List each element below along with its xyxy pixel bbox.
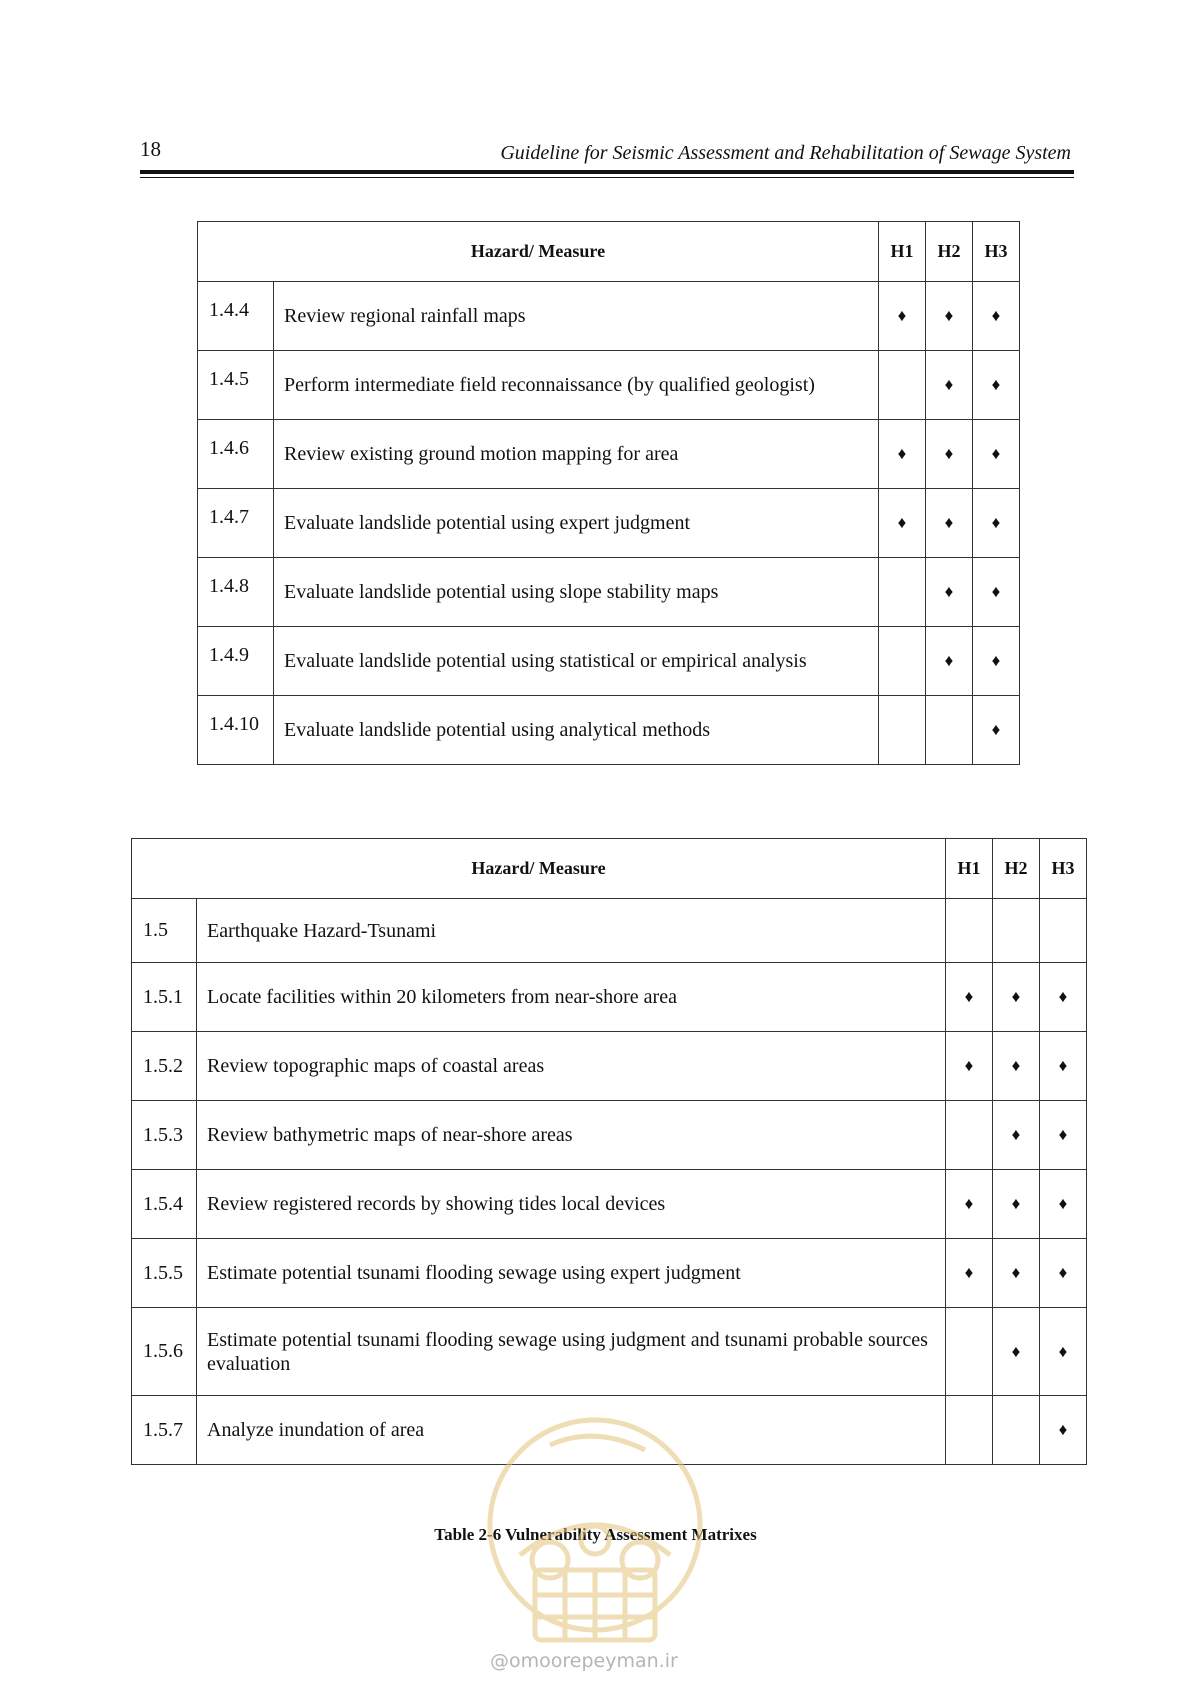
row-measure: Evaluate landslide potential using analytical methods	[274, 696, 879, 765]
h2-mark: ♦	[993, 1170, 1040, 1239]
table-header-row	[198, 222, 1020, 282]
header-h1: H1	[879, 222, 926, 282]
h2-mark: ♦	[926, 351, 973, 420]
header-h3: H3	[1040, 839, 1087, 899]
header-hazard-measure: Hazard/ Measure	[132, 839, 946, 899]
row-measure: Review bathymetric maps of near-shore areas	[197, 1101, 946, 1170]
row-measure: Evaluate landslide potential using statistical or empirical analysis	[274, 627, 879, 696]
h1-mark	[946, 1101, 993, 1170]
table-body	[132, 899, 1087, 1465]
header-h2: H2	[993, 839, 1040, 899]
h2-mark: ♦	[926, 420, 973, 489]
header-h1: H1	[946, 839, 993, 899]
row-measure: Estimate potential tsunami flooding sewage using judgment and tsunami probable sources evaluation	[197, 1308, 946, 1396]
row-measure: Review topographic maps of coastal areas	[197, 1032, 946, 1101]
row-code: 1.4.4	[198, 282, 274, 351]
h2-mark: ♦	[926, 489, 973, 558]
row-measure: Earthquake Hazard-Tsunami	[197, 899, 946, 963]
row-code: 1.4.7	[198, 489, 274, 558]
h2-mark: ♦	[993, 1308, 1040, 1396]
h3-mark: ♦	[973, 558, 1020, 627]
h1-mark	[946, 899, 993, 963]
row-measure: Estimate potential tsunami flooding sewage using expert judgment	[197, 1239, 946, 1308]
h1-mark	[879, 627, 926, 696]
hazard-matrix-landslide	[197, 221, 1020, 765]
watermark-seal-logo	[480, 1405, 710, 1665]
h1-mark: ♦	[946, 963, 993, 1032]
h2-mark	[926, 696, 973, 765]
hazard-matrix-tsunami	[131, 838, 1087, 1465]
row-code: 1.5.1	[132, 963, 197, 1032]
table-body	[198, 282, 1020, 765]
h2-mark	[993, 899, 1040, 963]
header-h3: H3	[973, 222, 1020, 282]
row-code: 1.5.3	[132, 1101, 197, 1170]
h3-mark: ♦	[1040, 1239, 1087, 1308]
table-row	[132, 1032, 1087, 1101]
table-header-row	[132, 839, 1087, 899]
header-rule-thin	[140, 177, 1074, 178]
table-row	[132, 899, 1087, 963]
h3-mark: ♦	[973, 351, 1020, 420]
row-code: 1.5.7	[132, 1396, 197, 1465]
table-row	[198, 489, 1020, 558]
h3-mark: ♦	[973, 420, 1020, 489]
row-code: 1.4.5	[198, 351, 274, 420]
row-code: 1.4.10	[198, 696, 274, 765]
watermark-url: @omoorepeyman.ir	[490, 1650, 678, 1672]
h3-mark: ♦	[1040, 1170, 1087, 1239]
h1-mark: ♦	[946, 1170, 993, 1239]
header-rule-thick	[140, 170, 1074, 174]
h3-mark	[1040, 899, 1087, 963]
h1-mark: ♦	[879, 420, 926, 489]
table-row	[132, 1308, 1087, 1396]
row-measure: Review existing ground motion mapping for area	[274, 420, 879, 489]
h3-mark: ♦	[973, 282, 1020, 351]
table-row	[198, 420, 1020, 489]
row-code: 1.5	[132, 899, 197, 963]
page-number: 18	[140, 137, 161, 161]
h1-mark: ♦	[946, 1032, 993, 1101]
row-measure: Review regional rainfall maps	[274, 282, 879, 351]
h1-mark	[879, 696, 926, 765]
h1-mark	[879, 558, 926, 627]
h3-mark: ♦	[1040, 1396, 1087, 1465]
row-code: 1.4.8	[198, 558, 274, 627]
table-row	[198, 351, 1020, 420]
h2-mark	[993, 1396, 1040, 1465]
row-measure: Evaluate landslide potential using slope stability maps	[274, 558, 879, 627]
row-measure: Locate facilities within 20 kilometers from near-shore area	[197, 963, 946, 1032]
h2-mark: ♦	[993, 1032, 1040, 1101]
table-row	[132, 1170, 1087, 1239]
header-h2: H2	[926, 222, 973, 282]
h3-mark: ♦	[973, 696, 1020, 765]
h3-mark: ♦	[973, 627, 1020, 696]
table-row	[132, 963, 1087, 1032]
row-code: 1.5.2	[132, 1032, 197, 1101]
table-caption: Table 2-6 Vulnerability Assessment Matrixes	[434, 1525, 757, 1544]
h3-mark: ♦	[973, 489, 1020, 558]
h2-mark: ♦	[926, 627, 973, 696]
h2-mark: ♦	[926, 282, 973, 351]
table-row	[132, 1239, 1087, 1308]
table-row	[198, 558, 1020, 627]
row-code: 1.4.9	[198, 627, 274, 696]
h1-mark: ♦	[879, 282, 926, 351]
row-measure: Evaluate landslide potential using expert judgment	[274, 489, 879, 558]
h2-mark: ♦	[993, 1101, 1040, 1170]
header-hazard-measure: Hazard/ Measure	[198, 222, 879, 282]
row-code: 1.5.5	[132, 1239, 197, 1308]
row-measure: Review registered records by showing tides local devices	[197, 1170, 946, 1239]
h3-mark: ♦	[1040, 1101, 1087, 1170]
table-row	[198, 696, 1020, 765]
row-code: 1.5.6	[132, 1308, 197, 1396]
row-code: 1.4.6	[198, 420, 274, 489]
h3-mark: ♦	[1040, 963, 1087, 1032]
h1-mark: ♦	[879, 489, 926, 558]
h1-mark	[879, 351, 926, 420]
row-measure: Analyze inundation of area	[197, 1396, 946, 1465]
row-code: 1.5.4	[132, 1170, 197, 1239]
h2-mark: ♦	[993, 963, 1040, 1032]
running-title: Guideline for Seismic Assessment and Rehabilitation of Sewage System	[500, 142, 1071, 164]
table-row	[198, 282, 1020, 351]
h1-mark	[946, 1396, 993, 1465]
table-row	[132, 1101, 1087, 1170]
table-row	[198, 627, 1020, 696]
h1-mark: ♦	[946, 1239, 993, 1308]
h1-mark	[946, 1308, 993, 1396]
h3-mark: ♦	[1040, 1032, 1087, 1101]
row-measure: Perform intermediate field reconnaissance (by qualified geologist)	[274, 351, 879, 420]
h2-mark: ♦	[926, 558, 973, 627]
h3-mark: ♦	[1040, 1308, 1087, 1396]
h2-mark: ♦	[993, 1239, 1040, 1308]
